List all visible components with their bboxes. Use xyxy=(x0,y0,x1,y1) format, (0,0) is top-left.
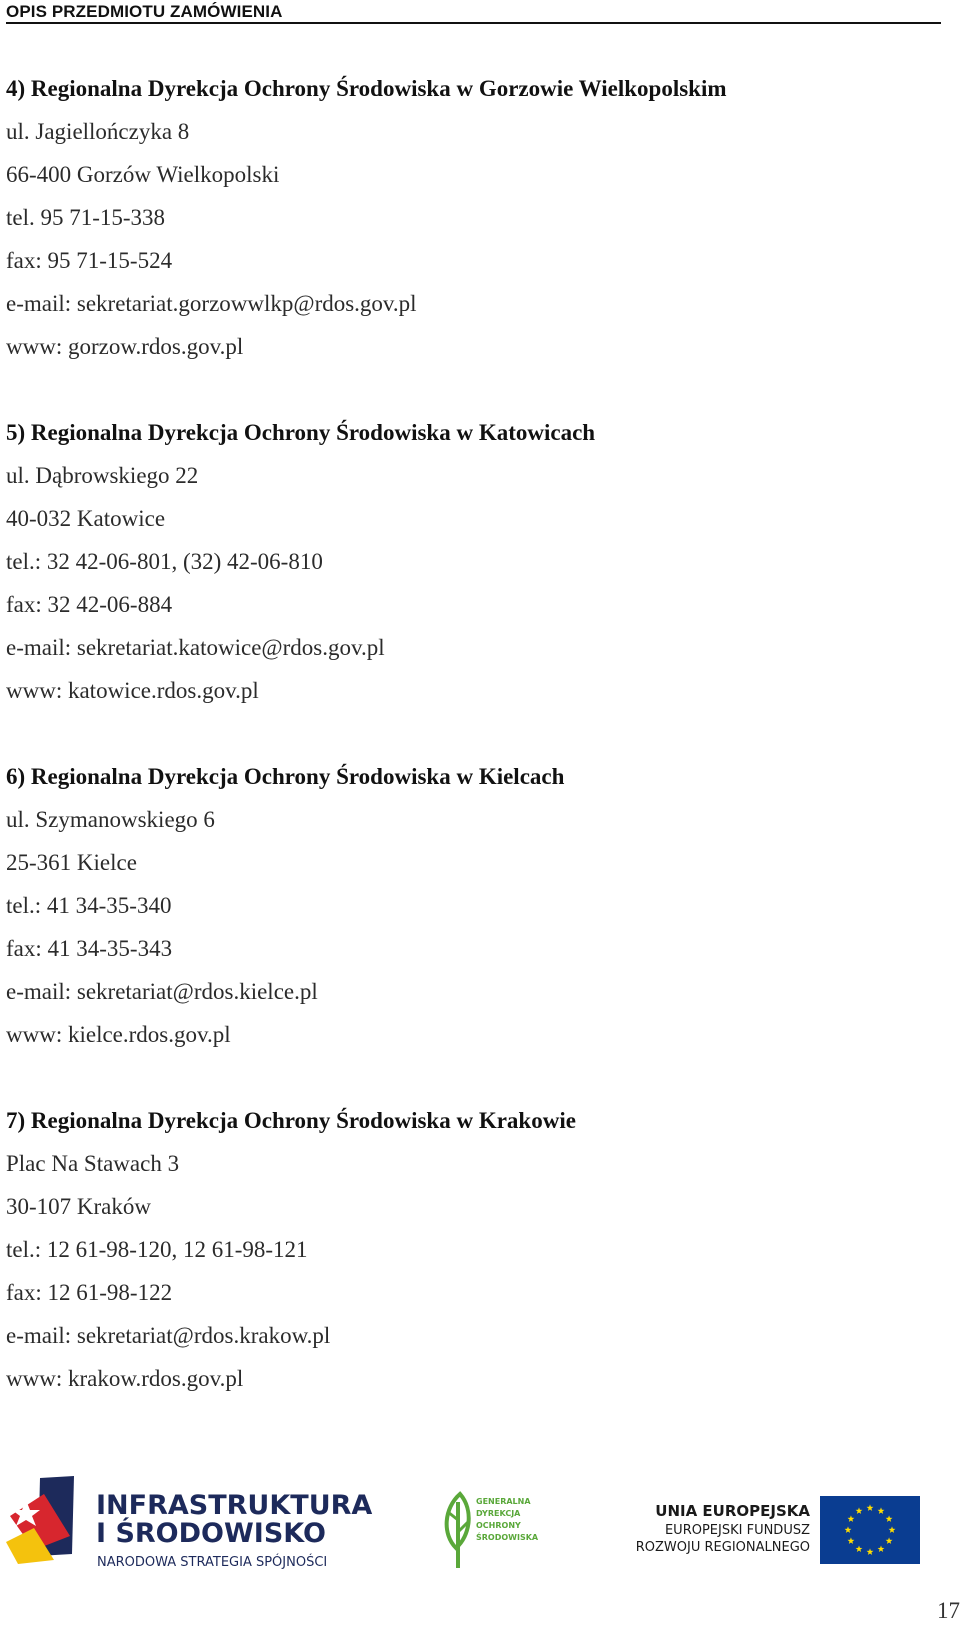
leaf-icon xyxy=(447,1494,469,1568)
entry-katowice xyxy=(6,411,946,712)
entry-heading: 7) Regionalna Dyrekcja Ochrony Środowiska w Krakowie xyxy=(6,1108,576,1133)
entry-heading: 4) Regionalna Dyrekcja Ochrony Środowiska w Gorzowie Wielkopolskim xyxy=(6,76,727,101)
eu-logo xyxy=(635,1496,950,1568)
gdos-logo-line4: ŚRODOWISKA xyxy=(476,1533,539,1542)
entry-email: e-mail: sekretariat.gorzowwlkp@rdos.gov.pl xyxy=(6,291,417,316)
entry-website: www: kielce.rdos.gov.pl xyxy=(6,1022,231,1047)
entry-postal-city: 25-361 Kielce xyxy=(6,850,137,875)
eu-logo-line2: EUROPEJSKI FUNDUSZ xyxy=(664,1523,810,1538)
entry-website: www: gorzow.rdos.gov.pl xyxy=(6,334,244,359)
infrastruktura-flag-icon xyxy=(6,1476,74,1564)
entry-website: www: krakow.rdos.gov.pl xyxy=(6,1366,244,1391)
eu-logo-line3: ROZWOJU REGIONALNEGO xyxy=(635,1540,810,1555)
rdos-entries-list xyxy=(6,67,946,1443)
entry-street: ul. Jagiellończyka 8 xyxy=(6,119,190,144)
gdos-logo-line3: OCHRONY xyxy=(476,1521,521,1530)
entry-phone: tel. 95 71-15-338 xyxy=(6,205,166,230)
entry-email: e-mail: sekretariat.katowice@rdos.gov.pl xyxy=(6,635,385,660)
infrastruktura-logo-line3: NARODOWA STRATEGIA SPÓJNOŚCI xyxy=(97,1555,328,1570)
page-header xyxy=(6,2,941,24)
gdos-logo-line2: DYREKCJA xyxy=(476,1509,521,1518)
entry-heading: 5) Regionalna Dyrekcja Ochrony Środowiska w Katowicach xyxy=(6,420,596,445)
infrastruktura-logo xyxy=(4,1476,373,1576)
entry-street: ul. Dąbrowskiego 22 xyxy=(6,463,199,488)
entry-email: e-mail: sekretariat@rdos.kielce.pl xyxy=(6,979,318,1004)
entry-website: www: katowice.rdos.gov.pl xyxy=(6,678,259,703)
entry-email: e-mail: sekretariat@rdos.krakow.pl xyxy=(6,1323,331,1348)
entry-postal-city: 66-400 Gorzów Wielkopolski xyxy=(6,162,280,187)
entry-postal-city: 40-032 Katowice xyxy=(6,506,166,531)
entry-fax: fax: 12 61-98-122 xyxy=(6,1280,173,1305)
entry-phone: tel.: 41 34-35-340 xyxy=(6,893,172,918)
entry-fax: fax: 41 34-35-343 xyxy=(6,936,173,961)
gdos-logo-line1: GENERALNA xyxy=(476,1497,531,1506)
gdos-logo xyxy=(440,1490,540,1570)
entry-fax: fax: 32 42-06-884 xyxy=(6,592,173,617)
entry-kielce xyxy=(6,755,946,1056)
infrastruktura-logo-line1: INFRASTRUKTURA xyxy=(96,1490,373,1521)
page-header-title: OPIS PRZEDMIOTU ZAMÓWIENIA xyxy=(6,2,283,21)
entry-phone: tel.: 12 61-98-120, 12 61-98-121 xyxy=(6,1237,308,1262)
entry-krakow xyxy=(6,1099,946,1400)
entry-fax: fax: 95 71-15-524 xyxy=(6,248,173,273)
entry-street: ul. Szymanowskiego 6 xyxy=(6,807,215,832)
eu-logo-line1: UNIA EUROPEJSKA xyxy=(655,1502,810,1520)
entry-gorzow xyxy=(6,67,946,368)
entry-postal-city: 30-107 Kraków xyxy=(6,1194,151,1219)
page-number: 17 xyxy=(937,1598,960,1623)
entry-street: Plac Na Stawach 3 xyxy=(6,1151,180,1176)
eu-flag-icon xyxy=(820,1496,920,1564)
infrastruktura-logo-line2: I ŚRODOWISKO xyxy=(96,1518,326,1549)
entry-heading: 6) Regionalna Dyrekcja Ochrony Środowiska w Kielcach xyxy=(6,764,565,789)
footer-logos xyxy=(0,1470,960,1580)
entry-phone: tel.: 32 42-06-801, (32) 42-06-810 xyxy=(6,549,323,574)
